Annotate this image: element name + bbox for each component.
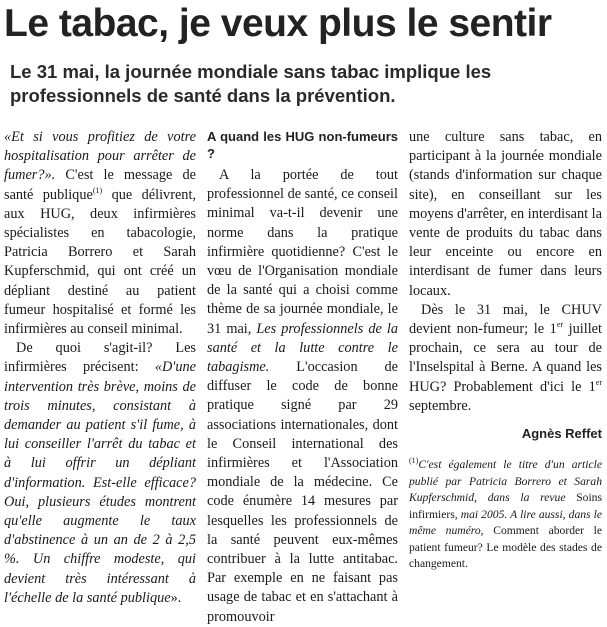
article-column-3 <box>409 128 602 573</box>
headline: Le tabac, je veux plus le sentir <box>4 2 552 45</box>
theme-title: Les professionnels de la santé et la lutte contre le tabagisme. <box>207 320 398 376</box>
superscript: er <box>556 320 564 330</box>
article-column-2 <box>207 128 398 627</box>
paragraph <box>409 301 602 416</box>
text: juillet prochain, ce sera au tour de l'Inselspital à Berne. A quand les HUG? Probablement d'ici le 1 <box>409 321 603 395</box>
text: que délivrent, aux HUG, deux infirmières spécialistes en tabacologie, Patricia Borrero et Sarah Kupferschmid, qui ont créé un dépliant destiné au patient fumeur hospitalisé et formé les infirmières au conseil minimal. <box>4 186 197 338</box>
footnote <box>409 457 602 573</box>
author-byline: Agnès Reffet <box>521 426 602 442</box>
article-column-1 <box>4 128 196 608</box>
text: A la portée de tout professionnel de santé, ce conseil minimal va-t-il devenir une norme dans la pratique infirmière quotidienne? C'est le vœu de l'Organisation mondiale de la santé qui a choisi comme thème de sa journée mondiale, le 31 mai, <box>207 167 398 337</box>
text: Dès le 31 mai, le CHUV devient non-fumeur; le 1 <box>409 301 602 338</box>
paragraph <box>4 339 196 608</box>
quote: «Et si vous profitiez de votre hospitalisation pour arrêter de fumer?». <box>4 129 196 184</box>
paragraph <box>4 128 196 339</box>
subtitle: Le 31 mai, la journée mondiale sans tabac implique les professionnels de santé dans la prévention. <box>10 61 492 106</box>
text: L'occasion de diffuser le code de bonne pratique signé par 29 associations internationales, dont le Conseil international des infirmières et l'Association mondiale de la médecine. Ce code énumère 14 mesures par lesquelles les professionnels de la santé peuvent eux-mêmes contribuer à la lutte antitabac. Par exemple en ne faisant pas usage de tabac et en s'attachant à promouvoir <box>207 359 398 625</box>
quote: «D'une intervention très brève, moins de trois minutes, consistant à demander au patient s'il fume, à lui conseiller l'arrêt du tabac et à lui offrir un dépliant d'information. Est-elle efficace? Oui, plusieurs études montrent qu'elle augmente le taux d'abstinence à un an de 2 à 2,5 %. Un chiffre modeste, qui devient très intéressant à l'échelle de la santé publique <box>4 359 196 606</box>
footnote-marker: (1) <box>409 456 419 466</box>
text: C'est le message de santé publique <box>4 167 196 203</box>
text: mai 2005. A lire aussi, dans le même numéro, <box>409 507 602 538</box>
section-heading: A quand les HUG non-fumeurs ? <box>207 129 398 161</box>
text: C'est également le titre d'un article publié par Patricia Borrero et Sarah Kupferschmid, dans la revue <box>409 458 602 505</box>
text: septembre. <box>409 397 472 414</box>
text: Soins infirmiers, <box>409 491 602 521</box>
text: De quoi s'agit-il? Les infirmières précisent: <box>4 340 196 376</box>
text: ». <box>170 589 182 606</box>
paragraph <box>207 166 398 627</box>
text: Comment aborder le patient fumeur? Le modèle des stades de changement. <box>409 524 603 571</box>
superscript: er <box>595 377 602 387</box>
footnote-ref: (1) <box>92 185 103 195</box>
paragraph: une culture sans tabac, en participant à la journée mondiale (stands d'information sur chaque site), en conseillant sur les moyens d'arrêter, en interdisant la vente de produits du tabac dans leur enceinte ou encore en interdisant de fumer dans leurs locaux. <box>409 129 602 299</box>
